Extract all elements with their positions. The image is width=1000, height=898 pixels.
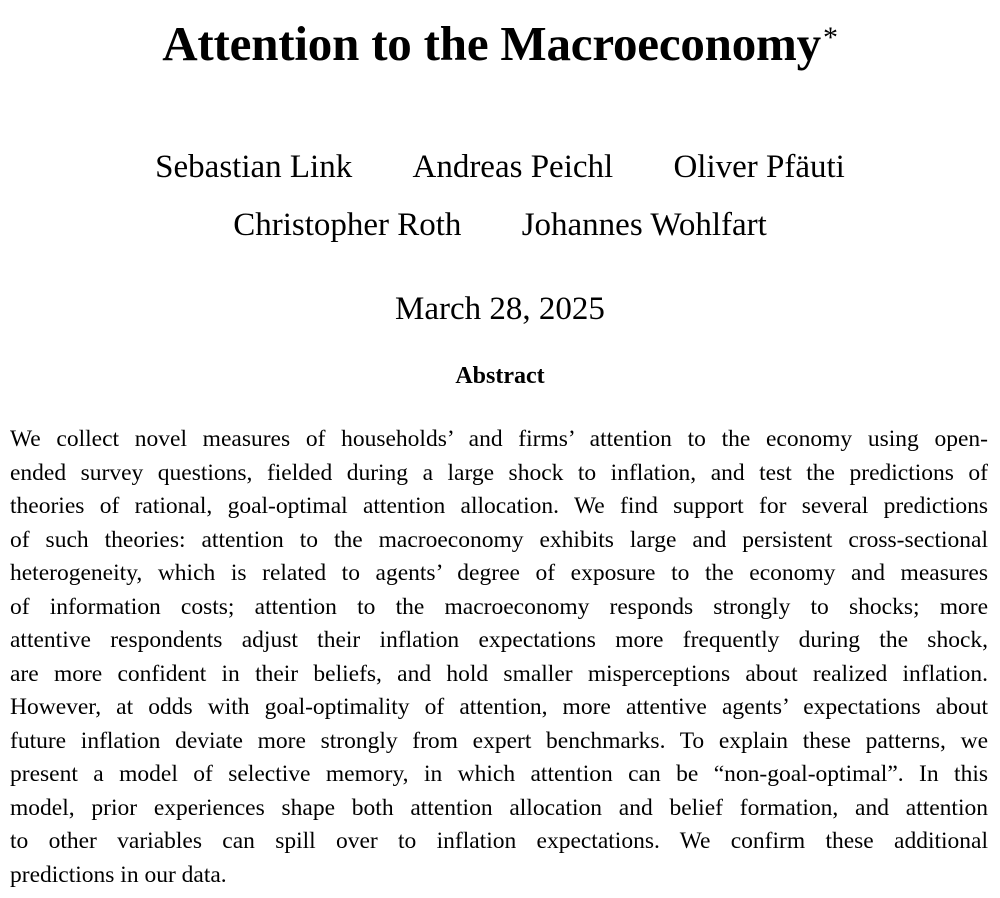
abstract-body	[10, 423, 988, 892]
abstract-line: ended survey questions, fielded during a large shock to inflation, and test the predictions of	[10, 459, 988, 486]
author-name: Oliver Pfäuti	[673, 149, 845, 185]
abstract-line: heterogeneity, which is related to agents’ degree of exposure to the economy and measures	[10, 560, 988, 586]
abstract-line: predictions in our data.	[10, 861, 227, 888]
abstract-line: present a model of selective memory, in which attention can be “non-goal-optimal”. In this	[10, 761, 988, 787]
abstract-line: are more confident in their beliefs, and hold smaller misperceptions about realized inflation.	[10, 660, 988, 687]
paper-date: March 28, 2025	[395, 291, 605, 327]
abstract-line: attentive respondents adjust their inflation expectations more frequently during the shock,	[10, 627, 988, 653]
author-name: Johannes Wohlfart	[521, 207, 767, 243]
authors-row-1	[0, 147, 1000, 187]
abstract-line: to other variables can spill over to inflation expectations. We confirm these additional	[10, 828, 988, 854]
author-name: Christopher Roth	[233, 207, 462, 243]
abstract-line: model, prior experiences shape both attention allocation and belief formation, and attention	[10, 794, 988, 821]
authors-row-2	[0, 205, 1000, 245]
abstract-line: future inflation deviate more strongly from expert benchmarks. To explain these patterns, we	[10, 727, 988, 754]
abstract-line: However, at odds with goal-optimality of attention, more attentive agents’ expectations about	[10, 694, 988, 720]
abstract-line: theories of rational, goal-optimal attention allocation. We find support for several predictions	[10, 493, 988, 519]
abstract-heading: Abstract	[455, 363, 545, 389]
abstract-line: of such theories: attention to the macroeconomy exhibits large and persistent cross-sectional	[10, 526, 988, 553]
author-name: Andreas Peichl	[412, 149, 614, 185]
abstract-line: of information costs; attention to the macroeconomy responds strongly to shocks; more	[10, 593, 988, 620]
title-footnote-mark: *	[822, 21, 838, 54]
paper-title-text: Attention to the Macroeconomy	[162, 16, 821, 71]
abstract-line: We collect novel measures of households’ and firms’ attention to the economy using open-	[10, 426, 988, 452]
paper-title	[0, 14, 1000, 74]
author-name: Sebastian Link	[155, 149, 353, 185]
